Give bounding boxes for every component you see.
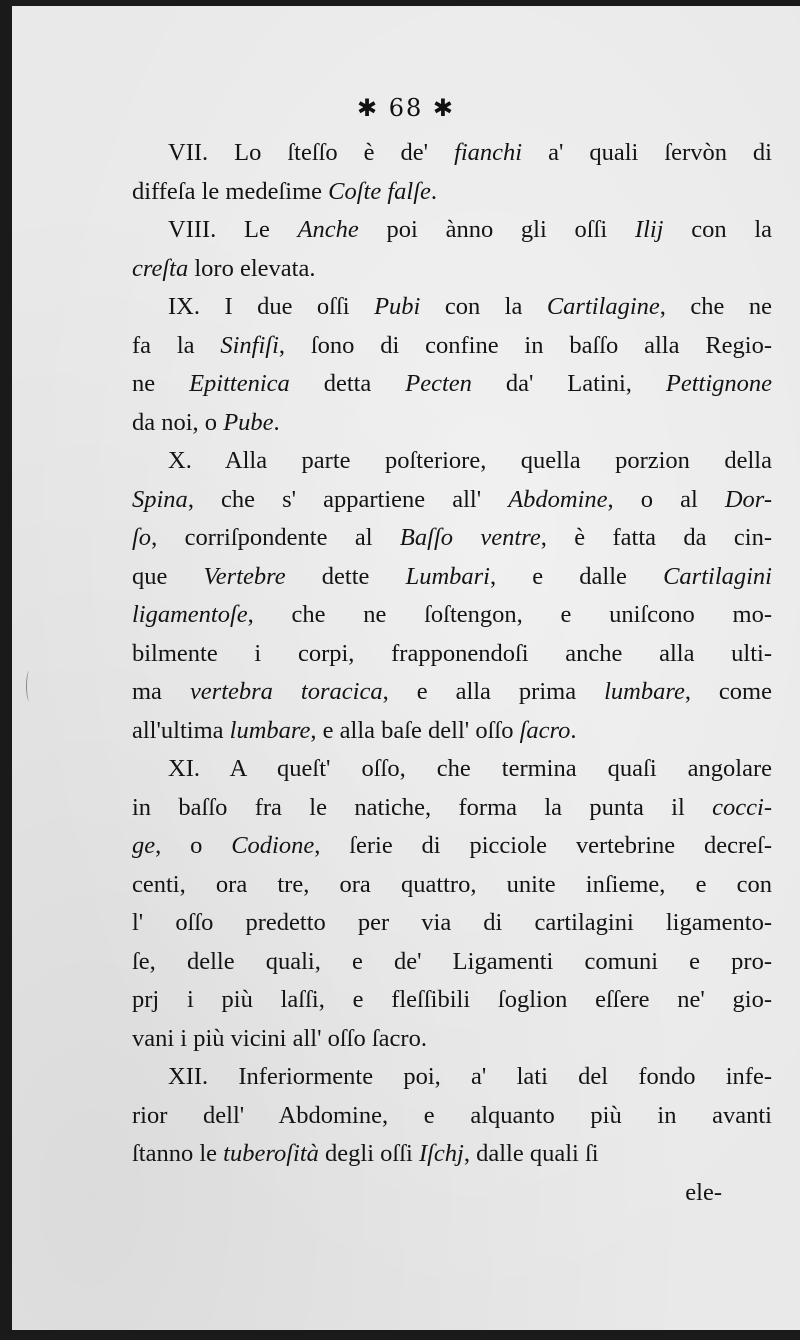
text-line — [132, 635, 772, 674]
text-run: . — [273, 408, 280, 436]
italic-term: Dor- — [724, 485, 772, 513]
paragraph — [132, 211, 772, 288]
text-line — [132, 327, 772, 366]
catchword: ele- — [685, 1178, 722, 1206]
text-line — [132, 904, 772, 943]
text-line — [132, 981, 772, 1020]
text-run: loro elevata. — [188, 254, 316, 282]
text-line — [132, 673, 772, 712]
text-run: , corriſpondente al — [151, 524, 400, 551]
italic-term: ſo — [132, 524, 152, 551]
text-run: , che ne — [659, 293, 772, 320]
page-number: ✱ 68 ✱ — [356, 94, 455, 122]
italic-term: vertebra toracica — [189, 678, 383, 705]
text-run: rior dell' Abdomine, e alquanto più in avanti — [132, 1101, 772, 1129]
text-run: , che ne ſoſtengon, e uniſcono mo- — [247, 601, 772, 628]
italic-term: Anche — [297, 216, 359, 243]
text-line — [132, 134, 772, 173]
text-line — [132, 288, 772, 327]
text-run: XII. Inferiormente poi, a' lati del fondo infe- — [168, 1063, 772, 1090]
text-run: , o al — [607, 485, 725, 513]
text-run: , che s' appartiene all' — [187, 485, 509, 513]
italic-term: Vertebre — [203, 562, 286, 590]
italic-term: Codione — [231, 832, 315, 859]
text-run: a' quali ſervòn di — [522, 139, 772, 166]
text-run: l' oſſo predetto per via di cartilagini ligamento- — [132, 909, 772, 936]
text-run: all'ultima — [132, 716, 230, 744]
text-run: ſtanno le — [132, 1140, 224, 1167]
text-run: X. Alla parte poſteriore, quella porzion della — [168, 447, 772, 474]
italic-term: Spina — [132, 485, 188, 513]
text-run: , è fatta da cin- — [540, 524, 773, 551]
text-run: centi, ora tre, ora quattro, unite inſieme, e con — [132, 870, 772, 898]
paragraph — [132, 442, 772, 750]
italic-term: lumbare — [229, 716, 311, 744]
text-line — [132, 827, 772, 866]
italic-term: Iſchj — [418, 1140, 464, 1167]
paragraph — [132, 1058, 772, 1174]
text-run: VIII. Le — [168, 216, 298, 243]
italic-term: ſacro — [519, 716, 571, 744]
text-line — [132, 442, 772, 481]
text-run: con la — [663, 216, 773, 243]
text-run: da' Latini, — [471, 370, 666, 397]
book-page — [12, 6, 800, 1330]
text-run: IX. I due oſſi — [168, 293, 375, 320]
italic-term: tuberoſità — [223, 1140, 319, 1167]
paragraph — [132, 288, 772, 442]
paragraph — [132, 750, 772, 1058]
body-text — [132, 134, 772, 1212]
italic-term: Pettignone — [665, 370, 772, 397]
italic-term: Sinfiſi — [220, 331, 279, 359]
italic-term: Pecten — [405, 370, 472, 397]
text-run: , dalle quali ſi — [463, 1140, 599, 1167]
text-run: degli oſſi — [318, 1140, 419, 1167]
text-run: ma — [132, 678, 190, 705]
text-line — [132, 211, 772, 250]
text-run: , come — [684, 678, 772, 705]
text-run: . — [570, 716, 577, 744]
italic-term: ge — [132, 832, 156, 859]
text-line — [132, 866, 772, 905]
text-run: diffeſa le medeſime — [132, 177, 329, 205]
text-line — [132, 750, 772, 789]
text-run: que — [132, 562, 204, 590]
italic-term: Ilij — [634, 216, 664, 243]
paragraph — [132, 134, 772, 211]
text-run: detta — [289, 370, 406, 397]
text-run: dette — [285, 562, 406, 590]
text-run: , e alla prima — [382, 678, 605, 705]
italic-term: Baſſo ventre — [399, 524, 541, 551]
text-run: ne — [132, 370, 190, 397]
text-run: , e alla baſe dell' oſſo — [310, 716, 520, 744]
text-line — [132, 712, 772, 751]
text-line — [132, 404, 772, 443]
italic-term: Epittenica — [189, 370, 290, 397]
italic-term: Lumbari — [405, 562, 490, 590]
text-line — [132, 596, 772, 635]
italic-term: Coſte falſe — [328, 177, 431, 205]
text-line — [132, 365, 772, 404]
text-run: VII. Lo ſteſſo è de' — [168, 139, 455, 166]
text-line — [132, 1020, 772, 1059]
italic-term: cocci- — [712, 793, 772, 821]
text-line — [132, 481, 772, 520]
text-line — [132, 1135, 772, 1174]
text-run: ſe, delle quali, e de' Ligamenti comuni e pro- — [132, 947, 772, 975]
text-line — [132, 250, 772, 289]
text-line — [132, 1058, 772, 1097]
italic-term: lumbare — [604, 678, 685, 705]
text-line — [132, 1097, 772, 1136]
italic-term: ligamentoſe — [132, 601, 248, 628]
text-run: , ſerie di picciole vertebrine decreſ- — [314, 832, 772, 859]
text-run: prj i più laſſi, e fleſſibili ſoglion eſſere ne' gio- — [132, 986, 772, 1013]
italic-term: creſta — [132, 254, 189, 282]
text-run: XI. A queſt' oſſo, che termina quaſi angolare — [168, 755, 772, 782]
text-run: in baſſo fra le natiche, forma la punta il — [132, 793, 713, 821]
text-run: , ſono di confine in baſſo alla Regio- — [278, 331, 772, 359]
text-line — [132, 789, 772, 828]
text-run: bilmente i corpi, frapponendoſi anche alla ulti- — [132, 639, 772, 667]
text-run: , e dalle — [489, 562, 664, 590]
text-run: da noi, o — [132, 408, 224, 436]
text-line — [132, 173, 772, 212]
margin-mark — [26, 671, 33, 701]
text-run: vani i più vicini all' oſſo ſacro. — [132, 1024, 427, 1052]
text-line — [132, 558, 772, 597]
text-run: poi ànno gli oſſi — [358, 216, 635, 243]
italic-term: Abdomine — [508, 485, 608, 513]
text-run: , o — [155, 832, 232, 859]
italic-term: Pubi — [374, 293, 421, 320]
text-run: con la — [420, 293, 547, 320]
italic-term: Cartilagine — [546, 293, 660, 320]
text-run: . — [430, 177, 438, 205]
text-run: fa la — [132, 331, 221, 359]
text-line — [132, 519, 772, 558]
text-line — [132, 943, 772, 982]
italic-term: Cartilagini — [663, 562, 772, 590]
italic-term: fianchi — [454, 139, 523, 166]
italic-term: Pube — [223, 408, 274, 436]
